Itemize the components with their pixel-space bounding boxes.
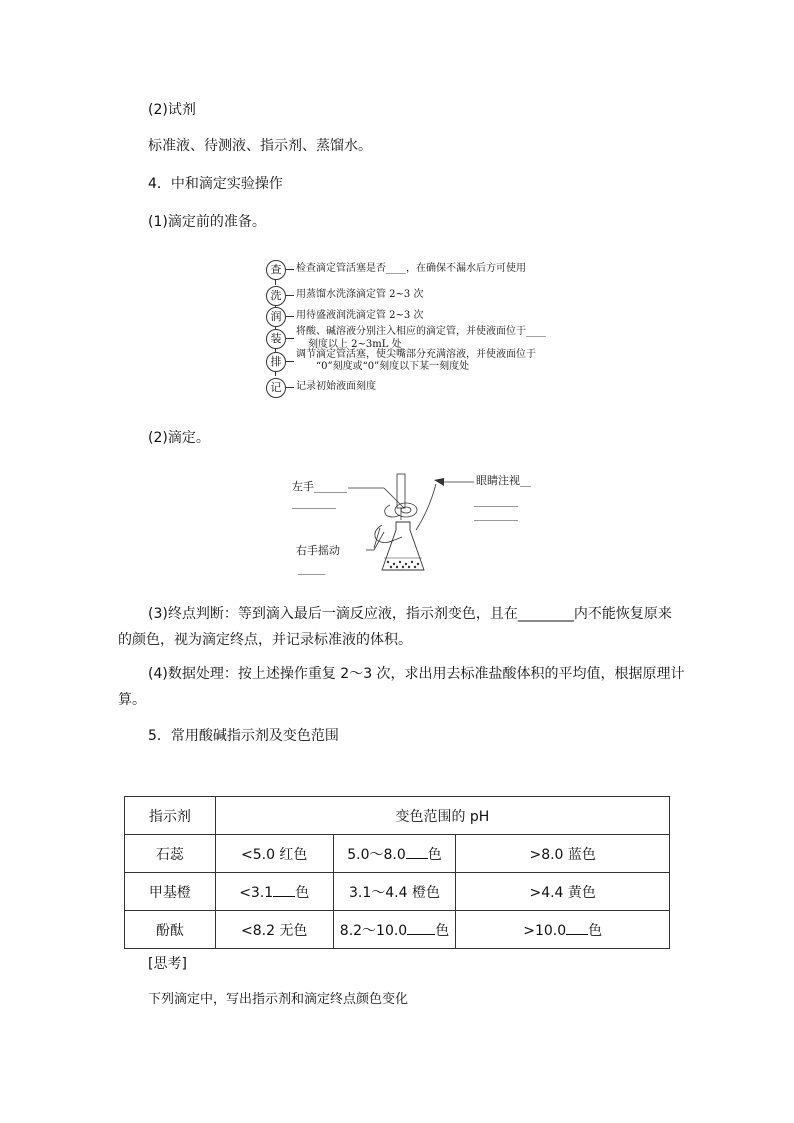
flow-step-text: 将酸、碱溶液分别注入相应的滴定管，并使液面位于____ <box>296 326 546 337</box>
acid-range-cell: <8.2 无色 <box>215 911 333 949</box>
flow-step-text-2: “0”刻度或“0”刻度以下某一刻度处 <box>316 361 470 372</box>
flow-step-text: 记录初始液面刻度 <box>296 381 376 392</box>
indicator-name: 酚酞 <box>125 911 216 949</box>
label-right-hand: 右手摇动 <box>296 544 340 557</box>
transition-range-cell: 8.2～10.0 色 <box>333 911 456 949</box>
label-eyes-blank-1: ________ <box>474 494 518 507</box>
label-eyes: 眼睛注视__ <box>476 474 531 487</box>
flow-step-text: 检查滴定管活塞是否____，在确保不漏水后方可使用 <box>296 263 526 274</box>
label-left-hand-blank: ________ <box>292 496 336 509</box>
indicator-name: 甲基橙 <box>125 873 216 911</box>
reagents-text: 标准液、待测液、指示剂、蒸馏水。 <box>148 138 372 154</box>
titration-figure <box>284 470 544 580</box>
indicator-name: 石蕊 <box>125 835 216 873</box>
base-range-cell: >10.0 色 <box>456 911 670 949</box>
fill-blank <box>406 844 428 859</box>
base-range-cell: >4.4 黄色 <box>456 873 670 911</box>
header-ph-range: 变色范围的 pH <box>215 797 669 835</box>
titration-heading: (2)滴定。 <box>148 430 210 446</box>
prep-heading: (1)滴定前的准备。 <box>148 214 266 230</box>
table-row <box>125 835 670 873</box>
table-row <box>125 911 670 949</box>
acid-range-cell: <5.0 红色 <box>215 835 333 873</box>
flow-step-char: 排 <box>266 352 286 372</box>
transition-range-cell: 3.1～4.4 橙色 <box>333 873 456 911</box>
think-label: [思考] <box>148 956 187 972</box>
table-header-row <box>125 797 670 835</box>
table-row <box>125 873 670 911</box>
flow-step-text: 调节滴定管活塞，使尖嘴部分充满溶液，并使液面位于 <box>296 349 536 360</box>
flow-step-char: 洗 <box>266 286 286 306</box>
section-2-heading: (2)试剂 <box>148 102 196 118</box>
flow-step-char: 装 <box>266 329 286 349</box>
label-right-hand-blank: _____ <box>298 562 326 575</box>
flow-step-char: 润 <box>266 307 286 327</box>
fill-blank <box>273 882 295 897</box>
endpoint-line-2: 的颜色，视为滴定终点，并记录标准液的体积。 <box>118 632 412 648</box>
fill-blank <box>407 920 435 935</box>
fill-blank <box>566 920 588 935</box>
flow-step-char: 查 <box>266 260 286 280</box>
data-processing-line-2: 算。 <box>118 692 146 708</box>
section-5-heading: 5．常用酸碱指示剂及变色范围 <box>148 728 339 744</box>
flow-step-text: 用待盛液润洗滴定管 2~3 次 <box>296 310 424 321</box>
flow-step-text-2: 刻度以上 2~3mL 处 <box>308 339 402 350</box>
label-left-hand: 左手______ <box>292 480 347 493</box>
acid-range-cell: <3.1 色 <box>215 873 333 911</box>
preparation-flowchart <box>266 258 566 400</box>
label-eyes-blank-2: ________ <box>474 508 518 521</box>
header-indicator: 指示剂 <box>125 797 216 835</box>
section-4-heading: 4．中和滴定实验操作 <box>148 176 283 192</box>
endpoint-line-1: (3)终点判断：等到滴入最后一滴反应液，指示剂变色，且在________内不能恢复原来 <box>148 606 672 622</box>
flow-step-text: 用蒸馏水洗涤滴定管 2~3 次 <box>296 289 424 300</box>
transition-range-cell: 5.0～8.0 色 <box>333 835 456 873</box>
flow-step-char: 记 <box>266 378 286 398</box>
indicator-table <box>124 796 670 949</box>
data-processing-line-1: (4)数据处理：按上述操作重复 2～3 次，求出用去标准盐酸体积的平均值，根据原理计 <box>148 666 685 682</box>
base-range-cell: >8.0 蓝色 <box>456 835 670 873</box>
think-text: 下列滴定中，写出指示剂和滴定终点颜色变化 <box>148 992 409 1007</box>
